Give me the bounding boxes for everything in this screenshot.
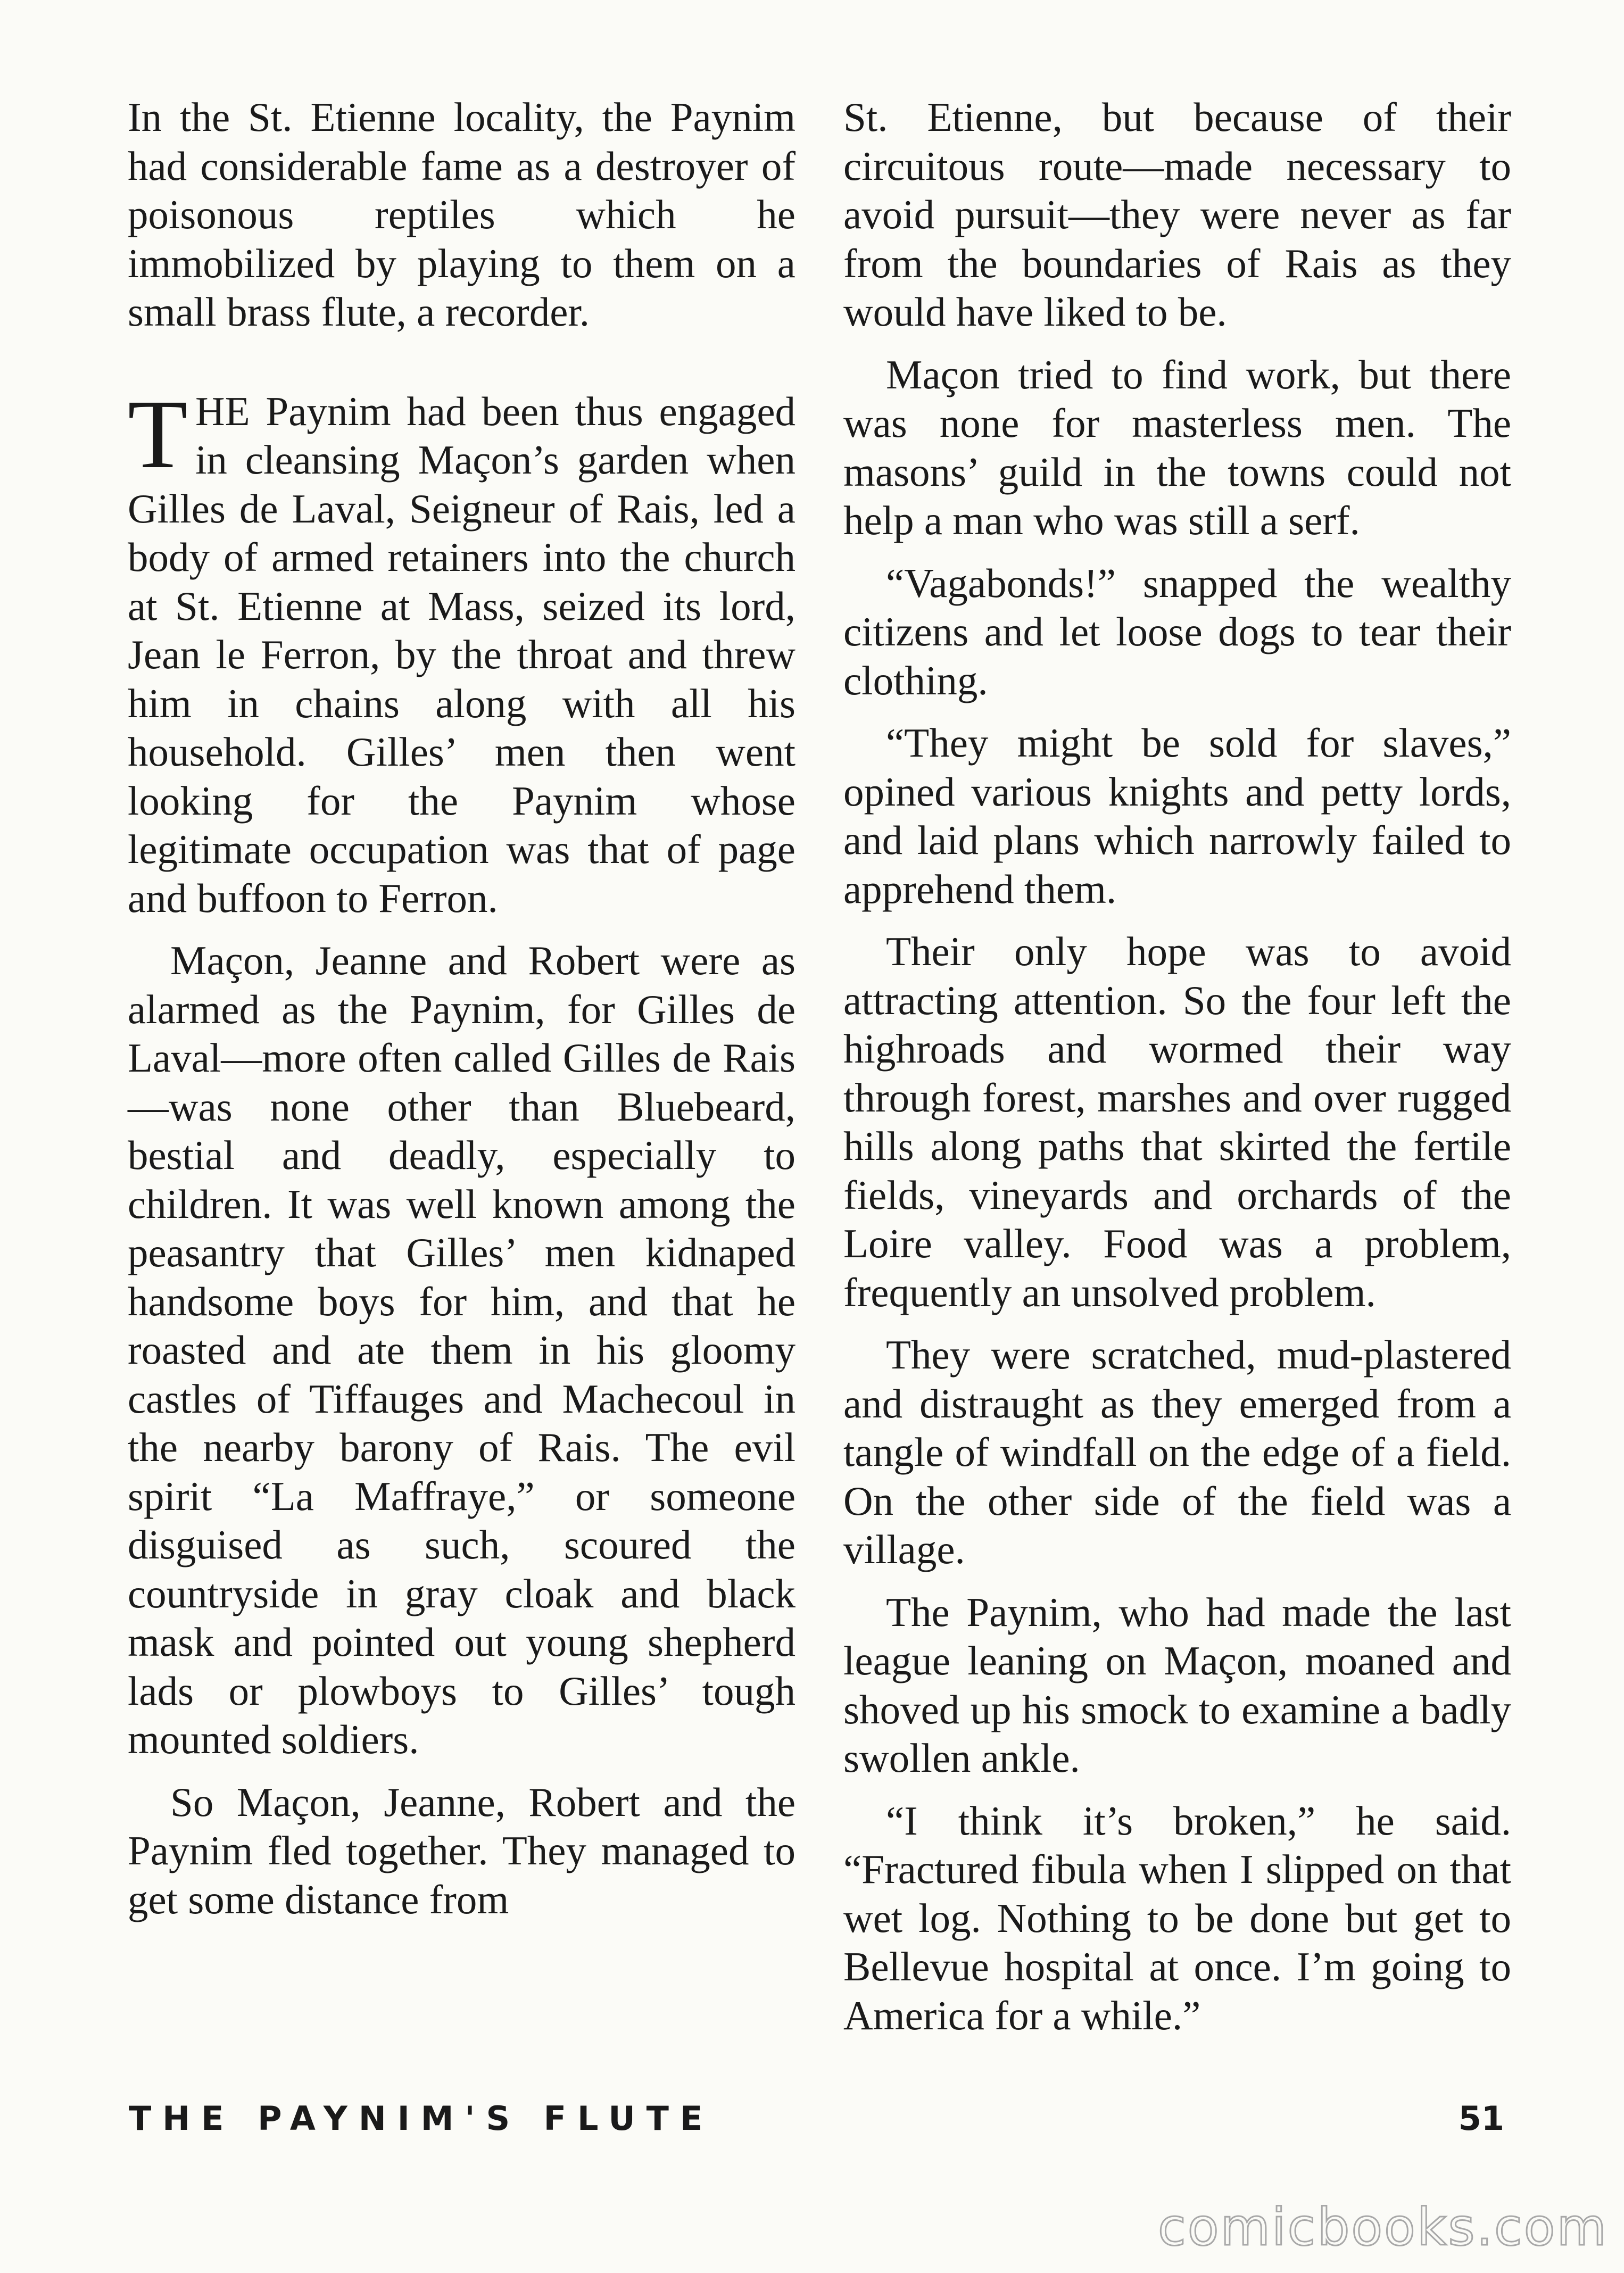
paragraph: They were scratched, mud-plastered and distraught as they emerged from a tangle of windfall on the edge of a field. On the other side of the field was a village. bbox=[843, 1332, 1511, 1572]
paragraph: Maçon tried to find work, but there was none for masterless men. The masons’ guild in the towns could not help a man who was still a serf. bbox=[843, 351, 1511, 543]
paragraph: St. Etienne, but because of their circuitous route—made necessary to avoid pursuit—they were never as far from the boundaries of Rais as they would have liked to be. bbox=[843, 94, 1511, 335]
left-text-column bbox=[128, 93, 796, 1924]
right-text-column bbox=[843, 93, 1511, 2040]
paragraph: In the St. Etienne locality, the Paynim had considerable fame as a destroyer of poisonous reptiles which he immobilized by playing to them on a small brass flute, a recorder. bbox=[128, 94, 796, 335]
section-opening-paragraph bbox=[128, 379, 796, 923]
paragraph: Maçon, Jeanne and Robert were as alarmed as the Paynim, for Gilles de Laval—more often called Gilles de Rais—was none other than Bluebeard, bestial and deadly, especially to children. It was well known among the peasantry that Gilles’ men kidnaped handsome boys for him, and that he roasted and ate them in his gloomy castles of Tiffauges and Machecoul in the nearby barony of Rais. The evil spirit “La Maffraye,” or someone disguised as such, scoured the countryside in gray cloak and black mask and pointed out young shepherd lads or plowboys to Gilles’ tough mounted soldiers. bbox=[128, 938, 796, 1762]
watermark-logo: comicbooks.com bbox=[1157, 2197, 1608, 2257]
paragraph: “They might be sold for slaves,” opined various knights and petty lords, and laid plans which narrowly failed to apprehend them. bbox=[843, 720, 1511, 912]
paragraph: “Vagabonds!” snapped the wealthy citizens and let loose dogs to tear their clothing. bbox=[843, 560, 1511, 703]
paragraph: The Paynim, who had made the last league leaning on Maçon, moaned and shoved up his smock to examine a badly swollen ankle. bbox=[843, 1589, 1511, 1781]
page-number: 51 bbox=[1458, 2099, 1504, 2138]
paragraph: So Maçon, Jeanne, Robert and the Paynim fled together. They managed to get some distance from bbox=[128, 1779, 796, 1922]
paragraph-text: HE Paynim had been thus engaged in cleansing Maçon’s garden when Gilles de Laval, Seigneur of Rais, led a body of armed retainers into the church at St. Etienne at Mass, seized its lord, Jean le Ferron, by the throat and threw him in chains along with all his household. Gilles’ men then went looking for the Paynim whose legitimate occupation was that of page and buffoon to Ferron. bbox=[128, 388, 796, 921]
paragraph: “I think it’s broken,” he said. “Fractured fibula when I slipped on that wet log. Nothing to be done but get to Bellevue hospital at once. I’m going to America for a while.” bbox=[843, 1797, 1511, 2038]
running-footer-title: THE PAYNIM'S FLUTE bbox=[129, 2099, 714, 2138]
paragraph: Their only hope was to avoid attracting attention. So the four left the highroads and wormed their way through forest, marshes and over rugged hills along paths that skirted the fertile fields, vineyards and orchards of the Loire valley. Food was a problem, frequently an unsolved problem. bbox=[843, 928, 1511, 1315]
drop-cap: T bbox=[128, 379, 188, 489]
